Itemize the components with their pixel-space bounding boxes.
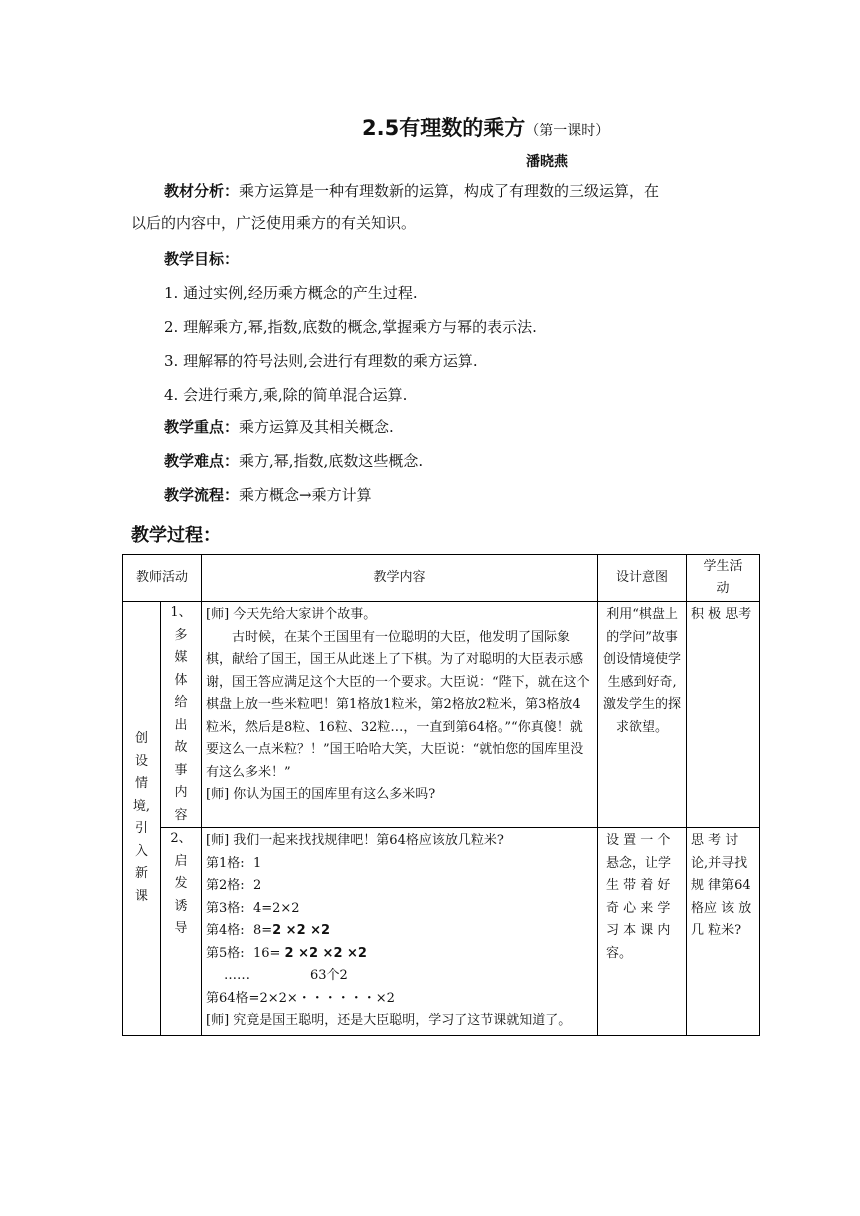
difficulty-label: 教学难点： bbox=[164, 452, 240, 470]
content-line: [师] 你认为国王的国库里有这么多米吗? bbox=[206, 787, 436, 802]
header-intent: 设计意图 bbox=[598, 555, 687, 602]
content-closing: [师] 究竟是国王聪明，还是大臣聪明，学习了这节课就知道了。 bbox=[206, 1013, 572, 1028]
content-cell bbox=[202, 828, 598, 1036]
analysis-line-2: 以后的内容中，广泛使用乘方的有关知识。 bbox=[131, 214, 417, 232]
author-name: 潘晓燕 bbox=[526, 154, 568, 170]
title-note: （第一课时） bbox=[525, 123, 610, 139]
content-story: 古时候，在某个王国里有一位聪明的大臣，他发明了国际象棋，献给了国王，国王从此迷上了下棋。为了对聪明的大臣表示感谢，国王答应满足这个大臣的一个要求。大臣说：“陛下，就在这个棋盘上放一些米粒吧！第1格放1粒米，第2格放2粒米，第3格放4粒米，然后是8粒、16粒、32粒…，一直到第64格。”“你真傻！就要这么一点米粒？！”国王哈哈大笑，大臣说：“就怕您的国库里没有这么多米！” bbox=[206, 629, 590, 780]
page-title: 2.5有理数的乘方（第一课时） bbox=[362, 116, 610, 140]
student-cell: 积 极 思考 bbox=[687, 602, 760, 828]
student-cell: 思 考 讨论,并寻找 规 律第64格应 该 放几 粒米? bbox=[687, 828, 760, 1036]
key-point: 教学重点：乘方运算及其相关概念. bbox=[164, 418, 394, 436]
square-line: 第3格: 4=2×2 bbox=[206, 900, 300, 916]
square-line: 第5格: 16= 2 ×2 ×2 ×2 bbox=[206, 945, 367, 961]
table-header-row bbox=[123, 555, 760, 602]
content-cell bbox=[202, 602, 598, 828]
table-row bbox=[123, 602, 760, 828]
square-line: 第1格: 1 bbox=[206, 855, 262, 871]
intent-cell: 利用“棋盘上的学问”故事创设情境使学生感到好奇,激发学生的探求欲望。 bbox=[598, 602, 687, 828]
count-note: 63个2 bbox=[310, 968, 348, 983]
key-point-label: 教学重点： bbox=[164, 418, 240, 436]
header-student: 学生活动 bbox=[687, 555, 760, 602]
analysis-line-1: 教材分析：乘方运算是一种有理数新的运算，构成了有理数的三级运算，在 bbox=[164, 182, 660, 200]
content-line: [师] 我们一起来找找规律吧！第64格应该放几粒米? bbox=[206, 833, 504, 848]
header-teacher: 教师活动 bbox=[123, 555, 202, 602]
teaching-flow: 教学流程：乘方概念→乘方计算 bbox=[164, 486, 372, 504]
flow-label: 教学流程： bbox=[164, 486, 240, 504]
goal-item-4: 4. 会进行乘方,乘,除的简单混合运算. bbox=[164, 386, 408, 404]
table-row bbox=[123, 828, 760, 1036]
square-line: 第2格: 2 bbox=[206, 878, 262, 893]
goal-item-3: 3. 理解幂的符号法则,会进行有理数的乘方运算. bbox=[164, 352, 478, 370]
goal-item-2: 2. 理解乘方,幂,指数,底数的概念,掌握乘方与幂的表示法. bbox=[164, 318, 537, 336]
analysis-label: 教材分析： bbox=[164, 182, 240, 200]
header-content: 教学内容 bbox=[202, 555, 598, 602]
last-square-line: 第64格=2×2×・・・・・・×2 bbox=[206, 990, 395, 1006]
goal-item-1: 1. 通过实例,经历乘方概念的产生过程. bbox=[164, 284, 418, 302]
stage-cell: 创设情境,引入新课 bbox=[123, 602, 161, 1036]
step-cell: 1、多媒体给出故事内容 bbox=[161, 602, 202, 828]
square-line: 第4格: 8=2 ×2 ×2 bbox=[206, 923, 331, 938]
content-line: [师] 今天先给大家讲个故事。 bbox=[206, 607, 377, 622]
difficulty: 教学难点：乘方,幂,指数,底数这些概念. bbox=[164, 452, 424, 470]
ellipsis-line: …… 63个2 bbox=[224, 968, 348, 983]
goals-label: 教学目标： bbox=[164, 250, 240, 268]
step-cell: 2、启发诱导 bbox=[161, 828, 202, 1036]
process-title: 教学过程： bbox=[131, 525, 221, 546]
lesson-process-table bbox=[122, 554, 760, 1036]
intent-cell: 设 置 一 个悬念，让学生 带 着 好奇 心 来 学习 本 课 内容。 bbox=[598, 828, 687, 1036]
